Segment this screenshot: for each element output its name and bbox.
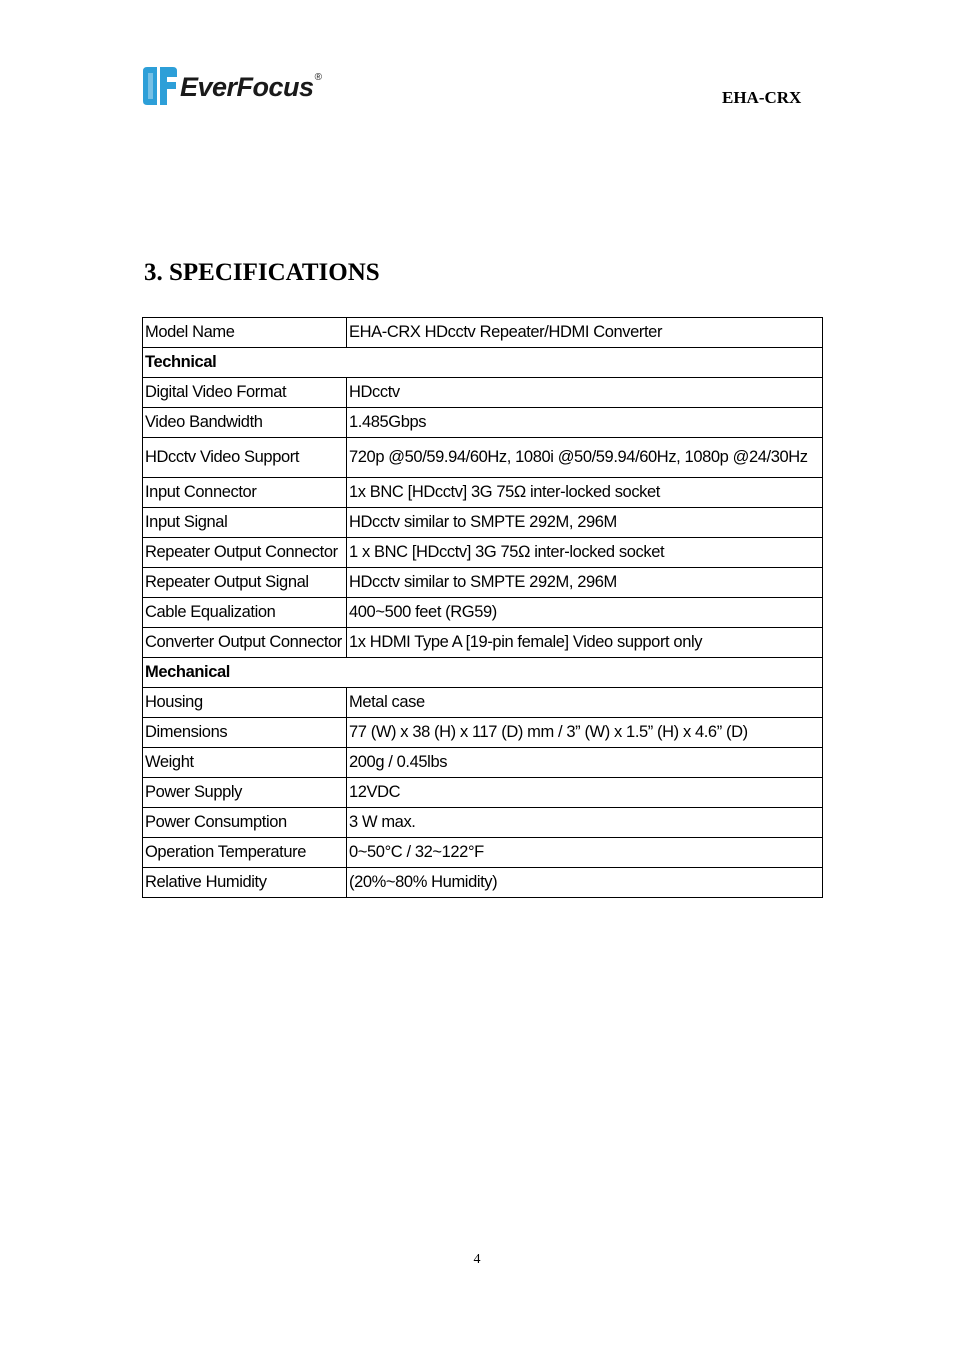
spec-value: 12VDC [347, 778, 823, 808]
spec-label: Operation Temperature [143, 838, 347, 868]
table-row [143, 598, 823, 628]
spec-value: 3 W max. [347, 808, 823, 838]
spec-label: Repeater Output Signal [143, 568, 347, 598]
spec-label: Relative Humidity [143, 868, 347, 898]
table-row [143, 838, 823, 868]
header-model: EHA-CRX [722, 88, 802, 107]
spec-label: Housing [143, 688, 347, 718]
table-row [143, 538, 823, 568]
spec-label: Input Signal [143, 508, 347, 538]
specifications-table [142, 317, 823, 898]
table-row [143, 508, 823, 538]
spec-value: HDcctv [347, 378, 823, 408]
spec-value: 400~500 feet (RG59) [347, 598, 823, 628]
spec-value: 0~50°C / 32~122°F [347, 838, 823, 868]
spec-label: Converter Output Connector [143, 628, 347, 658]
spec-value: 720p @50/59.94/60Hz, 1080i @50/59.94/60Hz, 1080p @24/30Hz [347, 438, 823, 478]
spec-label: Model Name [143, 318, 347, 348]
table-row [143, 658, 823, 688]
table-row [143, 348, 823, 378]
spec-label: Cable Equalization [143, 598, 347, 628]
table-row [143, 718, 823, 748]
table-row [143, 628, 823, 658]
spec-label: Video Bandwidth [143, 408, 347, 438]
technical-heading: Technical [143, 348, 823, 378]
spec-label: Input Connector [143, 478, 347, 508]
table-row [143, 438, 823, 478]
spec-value: EHA-CRX HDcctv Repeater/HDMI Converter [347, 318, 823, 348]
registered-mark: ® [314, 72, 322, 83]
table-row [143, 748, 823, 778]
spec-label: Power Supply [143, 778, 347, 808]
brand-name: EverFocus [180, 72, 314, 102]
everfocus-logo-icon [143, 67, 177, 105]
spec-value: 1x BNC [HDcctv] 3G 75Ω inter-locked socket [347, 478, 823, 508]
table-row [143, 378, 823, 408]
spec-value: HDcctv similar to SMPTE 292M, 296M [347, 568, 823, 598]
spec-value: 77 (W) x 38 (H) x 117 (D) mm / 3” (W) x 1.5” (H) x 4.6” (D) [347, 718, 823, 748]
spec-label: Dimensions [143, 718, 347, 748]
page-number: 4 [473, 1252, 481, 1267]
section-title: 3. SPECIFICATIONS [144, 259, 380, 286]
table-row [143, 318, 823, 348]
table-row [143, 808, 823, 838]
spec-label: Digital Video Format [143, 378, 347, 408]
spec-value: 1.485Gbps [347, 408, 823, 438]
everfocus-logo [143, 67, 322, 105]
spec-label: Repeater Output Connector [143, 538, 347, 568]
mechanical-heading: Mechanical [143, 658, 823, 688]
spec-label: Power Consumption [143, 808, 347, 838]
table-row [143, 408, 823, 438]
spec-value: HDcctv similar to SMPTE 292M, 296M [347, 508, 823, 538]
spec-value: 200g / 0.45lbs [347, 748, 823, 778]
spec-label: Weight [143, 748, 347, 778]
table-row [143, 478, 823, 508]
spec-value: 1x HDMI Type A [19-pin female] Video support only [347, 628, 823, 658]
table-row [143, 688, 823, 718]
spec-value: 1 x BNC [HDcctv] 3G 75Ω inter-locked socket [347, 538, 823, 568]
table-row [143, 868, 823, 898]
spec-value: Metal case [347, 688, 823, 718]
table-row [143, 568, 823, 598]
spec-value: (20%~80% Humidity) [347, 868, 823, 898]
table-row [143, 778, 823, 808]
spec-label: HDcctv Video Support [143, 438, 347, 478]
